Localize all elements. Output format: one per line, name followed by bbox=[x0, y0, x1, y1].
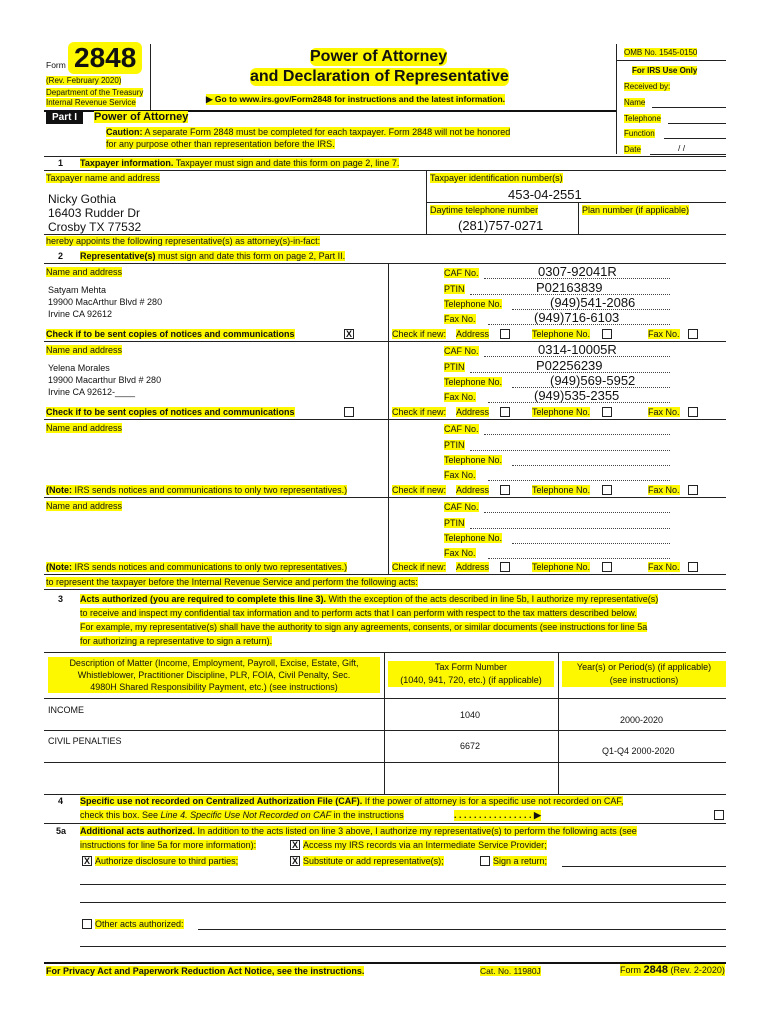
instructions-link[interactable]: ▶ Go to www.irs.gov/Form2848 for instructions and the latest information. bbox=[206, 94, 506, 104]
line-1-number: 1 bbox=[58, 158, 64, 168]
revision-date: (Rev. February 2020) bbox=[46, 76, 122, 85]
catalog-number: Cat. No. 11980J bbox=[480, 966, 541, 976]
sign-return-label: Sign a return; bbox=[493, 856, 548, 866]
taxpayer-tin[interactable]: 453-04-2551 bbox=[508, 187, 582, 202]
daytime-phone[interactable]: (281)757-0271 bbox=[458, 218, 544, 233]
rep2-copies-checkbox[interactable] bbox=[344, 407, 354, 417]
rep4-check-new-label: Check if new: bbox=[392, 562, 447, 572]
line-5a-number: 5a bbox=[56, 826, 67, 836]
rep3-name-address-label: Name and address bbox=[46, 423, 123, 433]
rep2-fax[interactable]: (949)535-2355 bbox=[534, 388, 620, 403]
line-4-number: 4 bbox=[58, 796, 64, 806]
rep2-ptin-label: PTIN bbox=[444, 362, 465, 372]
line-4-text-1: Specific use not recorded on Centralized Authorization File (CAF). If the power of attorney is for a specific use not recorded on CAF, bbox=[80, 796, 624, 806]
omb-number: OMB No. 1545-0150 bbox=[624, 48, 698, 57]
rep1-caf[interactable]: 0307-92041R bbox=[538, 264, 617, 279]
rep1-caf-label: CAF No. bbox=[444, 268, 479, 278]
rep3-new-telephone-label: Telephone No. bbox=[532, 485, 591, 495]
period-row-2[interactable]: Q1-Q4 2000-2020 bbox=[602, 746, 675, 756]
rep2-caf-label: CAF No. bbox=[444, 346, 479, 356]
rep4-new-telephone-label: Telephone No. bbox=[532, 562, 591, 572]
rep4-new-fax-label: Fax No. bbox=[648, 562, 680, 572]
rep1-name-address-label: Name and address bbox=[46, 267, 123, 277]
line-4-checkbox[interactable] bbox=[714, 810, 724, 820]
line-5a-text-1: Additional acts authorized. In addition to the acts listed on line 3 above, I authorize my representative(s) to perform the following acts (see bbox=[80, 826, 637, 836]
rep2-telephone-label: Telephone No. bbox=[444, 377, 503, 387]
taxpayer-address-2[interactable]: Crosby TX 77532 bbox=[48, 220, 142, 234]
substitute-rep-checkbox[interactable]: X bbox=[291, 856, 298, 866]
rep1-new-telephone-checkbox[interactable] bbox=[602, 329, 612, 339]
rep4-new-telephone-checkbox[interactable] bbox=[602, 562, 612, 572]
irs-date-slashes: / / bbox=[678, 143, 686, 153]
rep2-check-new-label: Check if new: bbox=[392, 407, 447, 417]
rep2-copies-label: Check if to be sent copies of notices and communications bbox=[46, 407, 295, 417]
line-3-text-2: to receive and inspect my confidential tax information and to perform acts that I can perform with respect to the tax matters described below. bbox=[80, 608, 637, 618]
other-acts-label: Other acts authorized: bbox=[95, 919, 184, 929]
rep1-telephone[interactable]: (949)541-2086 bbox=[550, 295, 636, 310]
taxpayer-name-address-label: Taxpayer name and address bbox=[46, 173, 160, 183]
tin-label: Taxpayer identification number(s) bbox=[430, 173, 563, 183]
rep2-caf[interactable]: 0314-10005R bbox=[538, 342, 617, 357]
access-records-label: Access my IRS records via an Intermediate Service Provider; bbox=[303, 840, 547, 850]
part-label: Part I bbox=[46, 111, 83, 124]
rep4-new-address-checkbox[interactable] bbox=[500, 562, 510, 572]
form-number-row-2[interactable]: 6672 bbox=[460, 741, 481, 751]
access-records-checkbox[interactable]: X bbox=[291, 840, 298, 850]
rep2-new-address-checkbox[interactable] bbox=[500, 407, 510, 417]
taxpayer-address-1[interactable]: 16403 Rudder Dr bbox=[48, 206, 141, 220]
authorize-disclosure-checkbox[interactable]: X bbox=[83, 856, 90, 866]
rep2-new-telephone-label: Telephone No. bbox=[532, 407, 591, 417]
rep1-address-2[interactable]: Irvine CA 92612 bbox=[48, 309, 113, 319]
rep1-fax-label: Fax No. bbox=[444, 314, 476, 324]
represent-text: to represent the taxpayer before the Internal Revenue Service and perform the following acts: bbox=[46, 577, 418, 587]
rep3-new-fax-label: Fax No. bbox=[648, 485, 680, 495]
line-4-text-2: check this box. See Line 4. Specific Use Not Recorded on CAF in the instructions bbox=[80, 810, 404, 820]
line-5a-text-2: instructions for line 5a for more information): bbox=[80, 840, 257, 850]
rep4-fax-label: Fax No. bbox=[444, 548, 476, 558]
period-column-header: Year(s) or Period(s) (if applicable) (see instructions) bbox=[562, 661, 726, 687]
line-3-text-4: for authorizing a representative to sign a return). bbox=[80, 636, 273, 646]
rep1-fax[interactable]: (949)716-6103 bbox=[534, 310, 620, 325]
form-title-line-2: and Declaration of Representative bbox=[250, 68, 509, 85]
rep3-new-telephone-checkbox[interactable] bbox=[602, 485, 612, 495]
matter-column-header: Description of Matter (Income, Employment, Payroll, Excise, Estate, Gift, Whistleblower, Practitioner Discipline, PLR, FOIA, Civil Penalty, Sec. 4980H Shared Responsibility Payment, etc.) (see instructions) bbox=[48, 657, 380, 693]
form-number-column-header: Tax Form Number (1040, 941, 720, etc.) (if applicable) bbox=[388, 661, 554, 687]
rep4-caf-label: CAF No. bbox=[444, 502, 479, 512]
department-line-1: Department of the Treasury bbox=[46, 88, 144, 97]
rep3-ptin-label: PTIN bbox=[444, 440, 465, 450]
rep1-telephone-label: Telephone No. bbox=[444, 299, 503, 309]
rep2-address-2[interactable]: Irvine CA 92612-____ bbox=[48, 387, 136, 397]
rep3-new-address-checkbox[interactable] bbox=[500, 485, 510, 495]
received-by-label: Received by: bbox=[624, 82, 671, 91]
rep1-new-telephone-label: Telephone No. bbox=[532, 329, 591, 339]
rep1-new-address-label: Address bbox=[456, 329, 490, 339]
caution-line-1: Caution: A separate Form 2848 must be completed for each taxpayer. Form 2848 will not be honored bbox=[106, 127, 511, 137]
rep1-new-address-checkbox[interactable] bbox=[500, 329, 510, 339]
rep2-fax-label: Fax No. bbox=[444, 392, 476, 402]
rep3-new-fax-checkbox[interactable] bbox=[688, 485, 698, 495]
footer-form-id: Form 2848 (Rev. 2-2020) bbox=[620, 964, 725, 976]
rep2-telephone[interactable]: (949)569-5952 bbox=[550, 373, 636, 388]
form-title-line-1: Power of Attorney bbox=[310, 48, 448, 65]
rep2-address-1[interactable]: 19900 Macarthur Blvd # 280 bbox=[48, 375, 162, 385]
rep1-address-1[interactable]: 19900 MacArthur Blvd # 280 bbox=[48, 297, 163, 307]
rep2-new-fax-checkbox[interactable] bbox=[688, 407, 698, 417]
department-line-2: Internal Revenue Service bbox=[46, 98, 136, 107]
rep4-new-address-label: Address bbox=[456, 562, 490, 572]
form-word: Form bbox=[46, 60, 66, 70]
caution-line-2: for any purpose other than representation before the IRS. bbox=[106, 139, 335, 149]
daytime-phone-label: Daytime telephone number bbox=[430, 205, 539, 215]
rep1-name[interactable]: Satyam Mehta bbox=[48, 285, 107, 295]
line-2-title: Representative(s) must sign and date this form on page 2, Part II. bbox=[80, 251, 346, 261]
rep3-new-address-label: Address bbox=[456, 485, 490, 495]
rep4-telephone-label: Telephone No. bbox=[444, 533, 503, 543]
rep3-telephone-label: Telephone No. bbox=[444, 455, 503, 465]
rep3-caf-label: CAF No. bbox=[444, 424, 479, 434]
period-row-1[interactable]: 2000-2020 bbox=[620, 715, 664, 725]
line-1-title: Taxpayer information. Taxpayer must sign and date this form on page 2, line 7. bbox=[80, 158, 400, 168]
rep1-ptin-label: PTIN bbox=[444, 284, 465, 294]
rep4-name-address-label: Name and address bbox=[46, 501, 123, 511]
sign-return-checkbox[interactable] bbox=[480, 856, 490, 866]
other-acts-checkbox[interactable] bbox=[82, 919, 92, 929]
irs-function-label: Function bbox=[624, 129, 655, 138]
rep1-new-fax-label: Fax No. bbox=[648, 329, 680, 339]
rep1-check-new-label: Check if new: bbox=[392, 329, 447, 339]
plan-number-label: Plan number (if applicable) bbox=[582, 205, 690, 215]
rep1-copies-label: Check if to be sent copies of notices and communications bbox=[46, 329, 295, 339]
rep4-ptin-label: PTIN bbox=[444, 518, 465, 528]
rep3-fax-label: Fax No. bbox=[444, 470, 476, 480]
rep2-ptin[interactable]: P02256239 bbox=[536, 358, 603, 373]
matter-row-1[interactable]: INCOME bbox=[48, 705, 84, 715]
rep4-note: (Note: IRS sends notices and communications to only two representatives.) bbox=[46, 562, 348, 572]
authorize-disclosure-label: Authorize disclosure to third parties; bbox=[95, 856, 239, 866]
irs-name-label: Name bbox=[624, 98, 646, 107]
irs-telephone-label: Telephone bbox=[624, 114, 661, 123]
privacy-notice: For Privacy Act and Paperwork Reduction Act Notice, see the instructions. bbox=[46, 966, 365, 976]
rep2-new-fax-label: Fax No. bbox=[648, 407, 680, 417]
rep2-name[interactable]: Yelena Morales bbox=[48, 363, 110, 373]
rep1-copies-checkbox[interactable]: X bbox=[345, 329, 352, 339]
line-3-text-1: Acts authorized (you are required to complete this line 3). With the exception of the acts described in line 5b, I authorize my representative(s) bbox=[80, 594, 659, 604]
rep4-new-fax-checkbox[interactable] bbox=[688, 562, 698, 572]
line-3-text-3: For example, my representative(s) shall have the authority to sign any agreements, consents, or similar documents (see instructions for line 5a bbox=[80, 622, 648, 632]
rep1-ptin[interactable]: P02163839 bbox=[536, 280, 603, 295]
rep2-name-address-label: Name and address bbox=[46, 345, 123, 355]
rep3-note: (Note: IRS sends notices and communications to only two representatives.) bbox=[46, 485, 348, 495]
taxpayer-name[interactable]: Nicky Gothia bbox=[48, 192, 117, 206]
line-2-number: 2 bbox=[58, 251, 64, 261]
rep3-check-new-label: Check if new: bbox=[392, 485, 447, 495]
line-4-leader: . . . . . . . . . . . . . . . . ▶ bbox=[454, 810, 541, 820]
rep1-new-fax-checkbox[interactable] bbox=[688, 329, 698, 339]
substitute-rep-label: Substitute or add representative(s); bbox=[303, 856, 444, 866]
irs-date-label: Date bbox=[624, 145, 641, 154]
form-number: 2848 bbox=[68, 42, 142, 74]
irs-use-only: For IRS Use Only bbox=[632, 66, 698, 75]
appoints-text: hereby appoints the following representative(s) as attorney(s)-in-fact: bbox=[46, 236, 321, 246]
line-3-number: 3 bbox=[58, 594, 64, 604]
part-title: Power of Attorney bbox=[94, 111, 189, 123]
rep2-new-telephone-checkbox[interactable] bbox=[602, 407, 612, 417]
matter-row-2[interactable]: CIVIL PENALTIES bbox=[48, 736, 122, 746]
form-number-row-1[interactable]: 1040 bbox=[460, 710, 481, 720]
rep2-new-address-label: Address bbox=[456, 407, 490, 417]
